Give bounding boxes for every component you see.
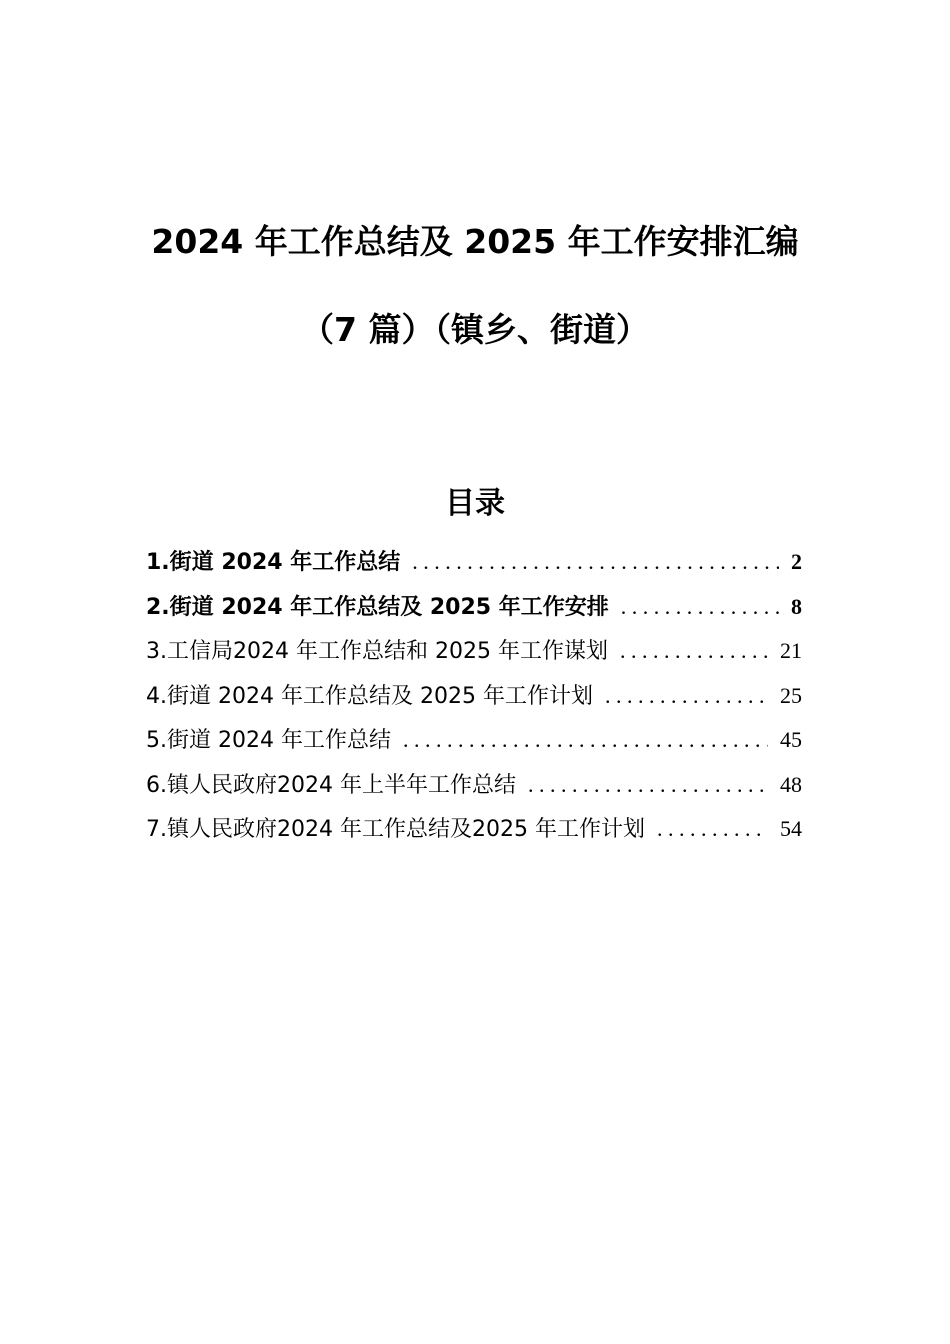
toc-dot-leader xyxy=(620,633,768,669)
toc-dot-leader xyxy=(621,589,779,625)
toc-page-number: 48 xyxy=(780,771,802,797)
document-title-line-1: 2024 年工作总结及 2025 年工作安排汇编 xyxy=(151,222,799,261)
toc-entry-2[interactable] xyxy=(146,589,802,634)
toc-entry-3[interactable] xyxy=(146,633,802,678)
toc-dot-leader xyxy=(605,678,768,714)
toc-heading: 目录 xyxy=(445,486,505,521)
toc-dot-leader xyxy=(403,722,768,758)
toc-dot-leader xyxy=(657,811,768,847)
toc-page-number: 21 xyxy=(780,638,802,663)
toc-dot-leader xyxy=(528,767,768,803)
toc-entry-title: 5.街道 2024 年工作总结 xyxy=(146,728,391,753)
toc-entry-title: 6.镇人民政府2024 年上半年工作总结 xyxy=(146,772,516,798)
toc-entry-7[interactable] xyxy=(146,811,802,856)
toc-page-number: 8 xyxy=(791,593,802,619)
toc-page-number: 2 xyxy=(791,549,802,574)
toc-entry-title: 7.镇人民政府2024 年工作总结及2025 年工作计划 xyxy=(146,817,645,842)
toc-entry-1[interactable] xyxy=(146,544,802,589)
toc-entry-4[interactable] xyxy=(146,678,802,723)
toc-page-number: 45 xyxy=(780,727,802,752)
toc-dot-leader xyxy=(412,544,779,580)
toc-entry-6[interactable] xyxy=(146,767,802,812)
toc-entry-title: 3.工信局2024 年工作总结和 2025 年工作谋划 xyxy=(146,639,608,664)
toc-page-number: 54 xyxy=(780,816,802,841)
document-title-line-2: （7 篇）（镇乡、街道） xyxy=(301,310,649,349)
table-of-contents xyxy=(146,544,802,856)
toc-page-number: 25 xyxy=(780,682,802,708)
toc-entry-title: 4.街道 2024 年工作总结及 2025 年工作计划 xyxy=(146,683,593,709)
toc-entry-title: 1.街道 2024 年工作总结 xyxy=(146,550,401,575)
toc-entry-5[interactable] xyxy=(146,722,802,767)
toc-entry-title: 2.街道 2024 年工作总结及 2025 年工作安排 xyxy=(146,594,609,620)
